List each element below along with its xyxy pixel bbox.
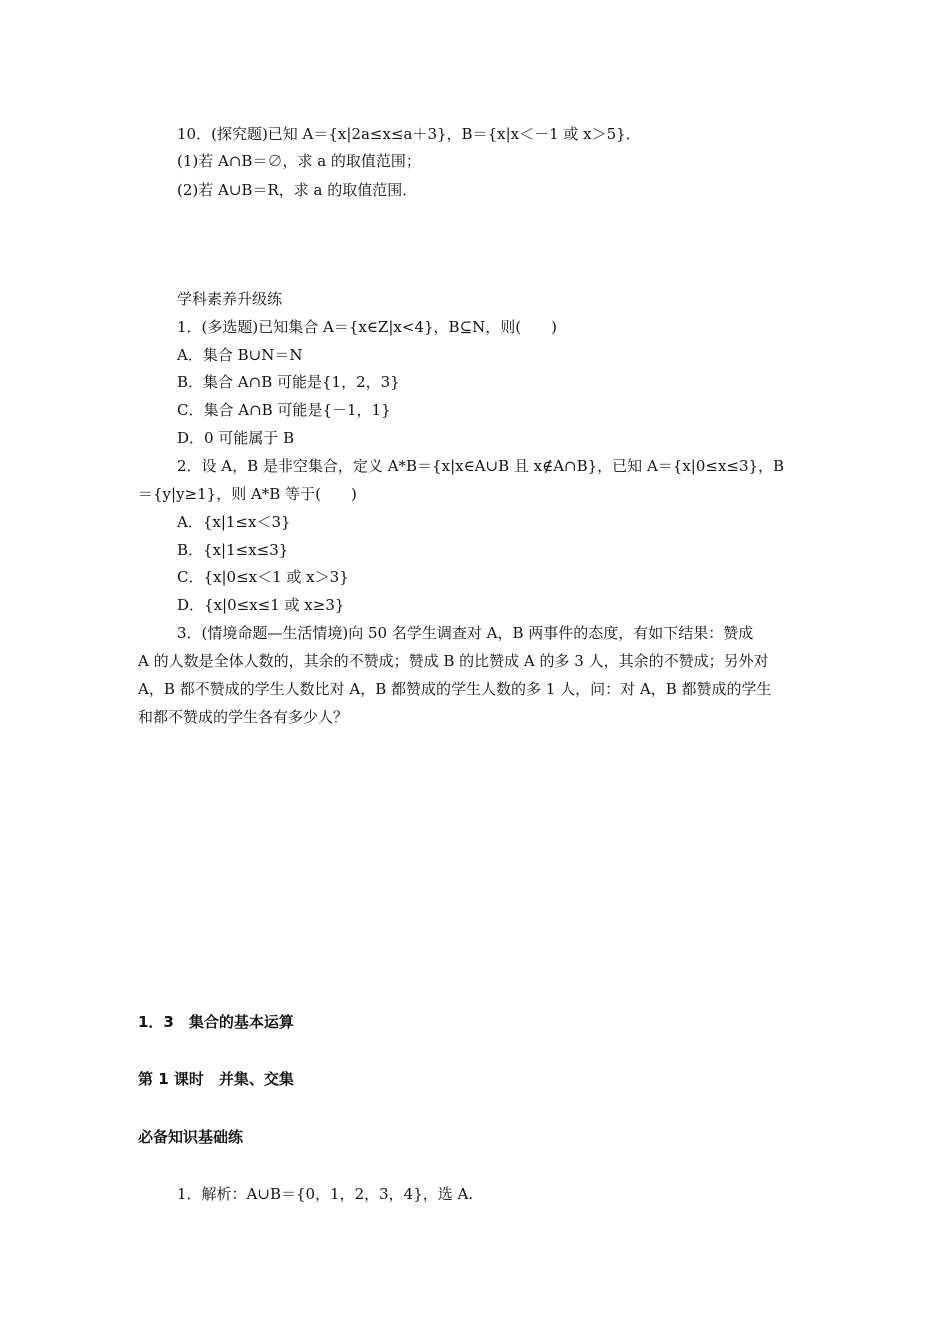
q2-option-c: C．{x|0≤x＜1 或 x＞3} — [177, 568, 349, 586]
q10-line-1: 10．(探究题)已知 A＝{x|2a≤x≤a＋3}，B＝{x|x＜－1 或 x＞5}． — [177, 125, 641, 143]
q10-line-3: (2)若 A∪B＝R，求 a 的取值范围． — [177, 181, 418, 199]
q3-line-2: A 的人数是全体人数的，其余的不赞成；赞成 B 的比赞成 A 的多 3 人，其余的不赞成；另外对 — [138, 652, 769, 670]
q1-option-c: C．集合 A∩B 可能是{－1，1} — [177, 401, 391, 419]
q3-line-3: A，B 都不赞成的学生人数比对 A，B 都赞成的学生人数的多 1 人，问：对 A，B 都赞成的学生 — [138, 680, 772, 698]
q1-stem: 1．(多选题)已知集合 A＝{x∈Z|x<4}，B⊆N，则( ) — [177, 318, 557, 336]
upgrade-section-title: 学科素养升级练 — [177, 290, 283, 308]
q10-line-2: (1)若 A∩B＝∅，求 a 的取值范围； — [177, 152, 421, 170]
q3-line-1: 3．(情境命题—生活情境)向 50 名学生调查对 A，B 两事件的态度，有如下结果：赞成 — [177, 624, 754, 642]
q2-stem-line-1: 2．设 A，B 是非空集合，定义 A*B＝{x|x∈A∪B 且 x∉A∩B}，已知 A＝{x|0≤x≤3}，B — [177, 457, 785, 475]
practice-heading: 必备知识基础练 — [138, 1128, 244, 1146]
q2-option-d: D．{x|0≤x≤1 或 x≥3} — [177, 596, 345, 614]
q1-option-b: B．集合 A∩B 可能是{1，2，3} — [177, 373, 400, 391]
answer-1: 1．解析：A∪B＝{0，1，2，3，4}，选 A. — [177, 1185, 474, 1203]
q2-option-b: B．{x|1≤x≤3} — [177, 541, 289, 559]
q2-option-a: A．{x|1≤x＜3} — [177, 513, 291, 531]
section-heading: 1．3 集合的基本运算 — [138, 1013, 294, 1031]
lesson-heading: 第 1 课时 并集、交集 — [138, 1070, 294, 1088]
q1-option-a: A．集合 B∪N＝N — [177, 346, 303, 364]
q1-option-d: D．0 可能属于 B — [177, 429, 295, 447]
q3-line-4: 和都不赞成的学生各有多少人？ — [138, 708, 349, 726]
q2-stem-line-2: ＝{y|y≥1}，则 A*B 等于( ) — [138, 485, 357, 503]
